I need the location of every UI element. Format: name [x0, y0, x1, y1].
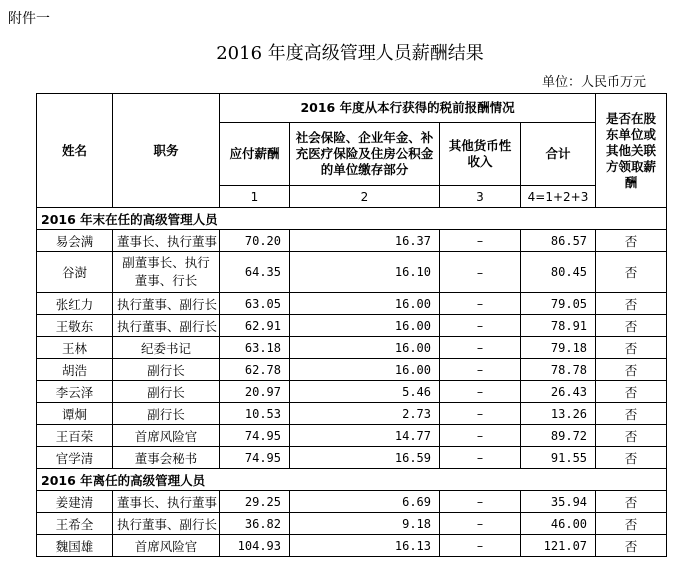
cell-name: 王林: [37, 337, 113, 359]
cell-name: 王百荣: [37, 425, 113, 447]
table-row: [37, 381, 667, 403]
cell-payable: 64.35: [220, 252, 290, 293]
header-related: 是否在股东单位或其他关联方领取薪酬: [596, 94, 667, 208]
cell-position: 执行董事、副行长: [113, 315, 220, 337]
header-payable: 应付薪酬: [220, 123, 290, 186]
table-row: [37, 403, 667, 425]
cell-other: –: [440, 293, 521, 315]
cell-other: –: [440, 403, 521, 425]
cell-other: –: [440, 252, 521, 293]
cell-other: –: [440, 359, 521, 381]
cell-position: 执行董事、副行长: [113, 513, 220, 535]
cell-position: 董事长、执行董事: [113, 491, 220, 513]
cell-name: 易会满: [37, 230, 113, 252]
header-other: 其他货币性收入: [440, 123, 521, 186]
cell-related: 否: [596, 252, 667, 293]
cell-payable: 62.91: [220, 315, 290, 337]
cell-position: 副董事长、执行董事、行长: [113, 252, 220, 293]
cell-other: –: [440, 535, 521, 557]
cell-total: 35.94: [521, 491, 596, 513]
cell-insurance: 5.46: [290, 381, 440, 403]
header-num-4: 4=1+2+3: [521, 186, 596, 208]
cell-related: 否: [596, 315, 667, 337]
cell-position: 纪委书记: [113, 337, 220, 359]
cell-other: –: [440, 513, 521, 535]
header-num-1: 1: [220, 186, 290, 208]
unit-label: 单位：人民币万元: [541, 75, 646, 90]
table-row: [37, 315, 667, 337]
cell-other: –: [440, 447, 521, 469]
cell-related: 否: [596, 230, 667, 252]
cell-position: 董事长、执行董事: [113, 230, 220, 252]
header-position: 职务: [113, 94, 220, 208]
cell-insurance: 16.10: [290, 252, 440, 293]
cell-total: 79.18: [521, 337, 596, 359]
cell-other: –: [440, 337, 521, 359]
cell-insurance: 6.69: [290, 491, 440, 513]
table-row: [37, 535, 667, 557]
cell-total: 79.05: [521, 293, 596, 315]
cell-position: 董事会秘书: [113, 447, 220, 469]
cell-total: 78.78: [521, 359, 596, 381]
section-label-current: 2016 年末在任的高级管理人员: [37, 208, 667, 230]
cell-payable: 62.78: [220, 359, 290, 381]
cell-other: –: [440, 381, 521, 403]
cell-total: 13.26: [521, 403, 596, 425]
table-row: [37, 491, 667, 513]
cell-name: 王希全: [37, 513, 113, 535]
header-name: 姓名: [37, 94, 113, 208]
cell-name: 谭炯: [37, 403, 113, 425]
cell-payable: 10.53: [220, 403, 290, 425]
cell-payable: 29.25: [220, 491, 290, 513]
table-row: [37, 425, 667, 447]
table-row: [37, 293, 667, 315]
cell-total: 91.55: [521, 447, 596, 469]
cell-name: 姜建清: [37, 491, 113, 513]
table-row: [37, 513, 667, 535]
cell-position: 副行长: [113, 359, 220, 381]
cell-position: 首席风险官: [113, 425, 220, 447]
cell-related: 否: [596, 513, 667, 535]
cell-total: 80.45: [521, 252, 596, 293]
table-row: [37, 337, 667, 359]
header-total: 合计: [521, 123, 596, 186]
cell-insurance: 16.00: [290, 293, 440, 315]
section-label-departed: 2016 年离任的高级管理人员: [37, 469, 667, 491]
cell-name: 李云泽: [37, 381, 113, 403]
cell-payable: 74.95: [220, 447, 290, 469]
cell-total: 86.57: [521, 230, 596, 252]
cell-name: 张红力: [37, 293, 113, 315]
cell-insurance: 16.00: [290, 359, 440, 381]
cell-related: 否: [596, 535, 667, 557]
cell-related: 否: [596, 293, 667, 315]
cell-payable: 20.97: [220, 381, 290, 403]
cell-payable: 36.82: [220, 513, 290, 535]
header-insurance: 社会保险、企业年金、补充医疗保险及住房公积金的单位缴存部分: [290, 123, 440, 186]
cell-name: 魏国雄: [37, 535, 113, 557]
cell-total: 121.07: [521, 535, 596, 557]
cell-total: 26.43: [521, 381, 596, 403]
table-row: [37, 359, 667, 381]
cell-insurance: 16.37: [290, 230, 440, 252]
cell-insurance: 16.00: [290, 315, 440, 337]
cell-position: 首席风险官: [113, 535, 220, 557]
cell-related: 否: [596, 491, 667, 513]
cell-related: 否: [596, 447, 667, 469]
cell-insurance: 16.13: [290, 535, 440, 557]
table-row: [37, 447, 667, 469]
cell-other: –: [440, 425, 521, 447]
cell-related: 否: [596, 403, 667, 425]
annex-label: 附件一: [8, 11, 50, 27]
cell-other: –: [440, 230, 521, 252]
cell-payable: 104.93: [220, 535, 290, 557]
cell-other: –: [440, 491, 521, 513]
cell-position: 副行长: [113, 381, 220, 403]
header-num-3: 3: [440, 186, 521, 208]
cell-payable: 63.05: [220, 293, 290, 315]
cell-position: 执行董事、副行长: [113, 293, 220, 315]
cell-insurance: 14.77: [290, 425, 440, 447]
cell-other: –: [440, 315, 521, 337]
cell-related: 否: [596, 337, 667, 359]
cell-name: 王敬东: [37, 315, 113, 337]
cell-total: 78.91: [521, 315, 596, 337]
cell-insurance: 2.73: [290, 403, 440, 425]
cell-related: 否: [596, 381, 667, 403]
cell-related: 否: [596, 359, 667, 381]
cell-payable: 74.95: [220, 425, 290, 447]
cell-total: 46.00: [521, 513, 596, 535]
salary-table: [36, 93, 667, 557]
cell-payable: 63.18: [220, 337, 290, 359]
table-row: [37, 230, 667, 252]
cell-insurance: 9.18: [290, 513, 440, 535]
cell-related: 否: [596, 425, 667, 447]
cell-name: 官学清: [37, 447, 113, 469]
header-group: 2016 年度从本行获得的税前报酬情况: [220, 94, 596, 123]
table-row: [37, 252, 667, 293]
cell-total: 89.72: [521, 425, 596, 447]
cell-payable: 70.20: [220, 230, 290, 252]
cell-insurance: 16.00: [290, 337, 440, 359]
page-title: 2016 年度高级管理人员薪酬结果: [216, 43, 484, 64]
header-num-2: 2: [290, 186, 440, 208]
cell-position: 副行长: [113, 403, 220, 425]
cell-name: 谷澍: [37, 252, 113, 293]
cell-name: 胡浩: [37, 359, 113, 381]
cell-insurance: 16.59: [290, 447, 440, 469]
